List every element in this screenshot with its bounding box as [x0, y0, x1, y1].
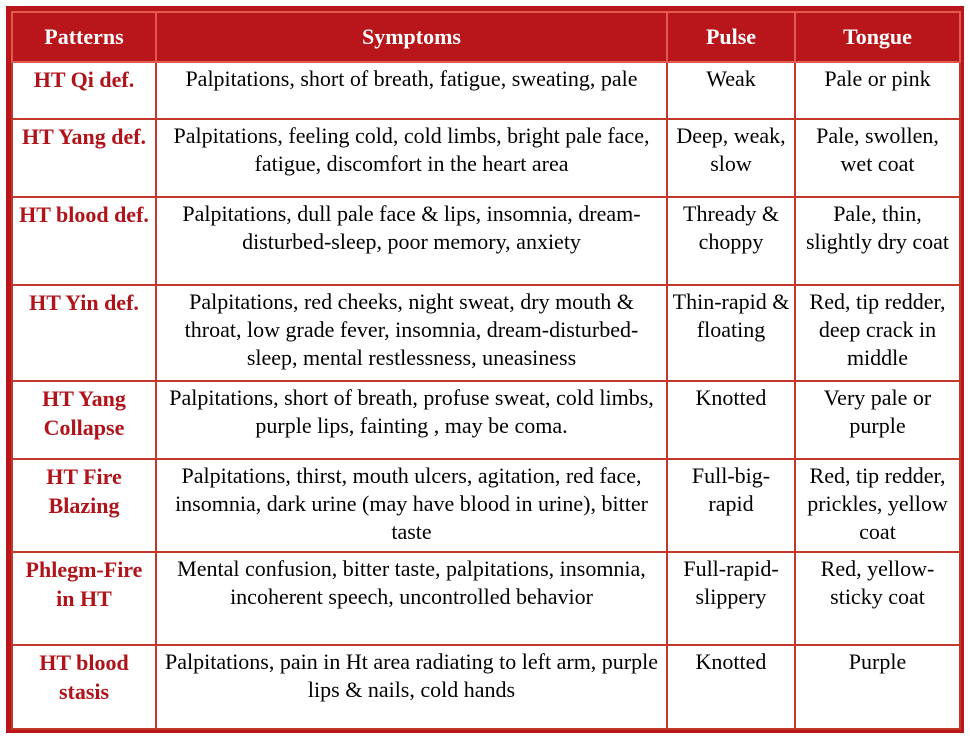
symptoms-cell: Palpitations, red cheeks, night sweat, dry mouth & throat, low grade fever, insomnia, dream-disturbed-sleep, mental restlessness, uneasiness [156, 285, 667, 381]
pulse-cell: Full-rapid-slippery [667, 552, 795, 645]
pulse-cell: Thready & choppy [667, 197, 795, 285]
table-frame [6, 6, 964, 733]
tongue-cell: Pale, thin, slightly dry coat [795, 197, 960, 285]
header-symptoms: Symptoms [156, 12, 667, 62]
pulse-cell: Thin-rapid & floating [667, 285, 795, 381]
symptoms-cell: Palpitations, pain in Ht area radiating to left arm, purple lips & nails, cold hands [156, 645, 667, 729]
table-row [12, 62, 960, 119]
tongue-cell: Very pale or purple [795, 381, 960, 459]
table-row [12, 552, 960, 645]
symptoms-cell: Palpitations, short of breath, profuse sweat, cold limbs, purple lips, fainting , may be coma. [156, 381, 667, 459]
tongue-cell: Red, tip redder, deep crack in middle [795, 285, 960, 381]
symptoms-cell: Palpitations, short of breath, fatigue, sweating, pale [156, 62, 667, 119]
header-patterns: Patterns [12, 12, 156, 62]
table-row [12, 197, 960, 285]
header-pulse: Pulse [667, 12, 795, 62]
tongue-cell: Purple [795, 645, 960, 729]
pulse-cell: Full-big-rapid [667, 459, 795, 552]
header-tongue: Tongue [795, 12, 960, 62]
symptoms-cell: Palpitations, feeling cold, cold limbs, bright pale face, fatigue, discomfort in the heart area [156, 119, 667, 197]
pulse-cell: Knotted [667, 381, 795, 459]
table-row [12, 119, 960, 197]
heart-patterns-table [11, 11, 961, 730]
pattern-cell: HT blood stasis [12, 645, 156, 729]
pulse-cell: Weak [667, 62, 795, 119]
table-row [12, 285, 960, 381]
header-row [12, 12, 960, 62]
symptoms-cell: Palpitations, dull pale face & lips, insomnia, dream-disturbed-sleep, poor memory, anxiety [156, 197, 667, 285]
symptoms-cell: Mental confusion, bitter taste, palpitations, insomnia, incoherent speech, uncontrolled behavior [156, 552, 667, 645]
pattern-cell: HT Yang def. [12, 119, 156, 197]
pattern-cell: Phlegm-Fire in HT [12, 552, 156, 645]
symptoms-cell: Palpitations, thirst, mouth ulcers, agitation, red face, insomnia, dark urine (may have blood in urine), bitter taste [156, 459, 667, 552]
pattern-cell: HT Yin def. [12, 285, 156, 381]
tongue-cell: Pale or pink [795, 62, 960, 119]
pattern-cell: HT Yang Collapse [12, 381, 156, 459]
pulse-cell: Deep, weak, slow [667, 119, 795, 197]
pattern-cell: HT Qi def. [12, 62, 156, 119]
pattern-cell: HT blood def. [12, 197, 156, 285]
tongue-cell: Red, tip redder, prickles, yellow coat [795, 459, 960, 552]
pulse-cell: Knotted [667, 645, 795, 729]
table-row [12, 645, 960, 729]
table-row [12, 381, 960, 459]
tongue-cell: Pale, swollen, wet coat [795, 119, 960, 197]
table-row [12, 459, 960, 552]
tongue-cell: Red, yellow-sticky coat [795, 552, 960, 645]
pattern-cell: HT Fire Blazing [12, 459, 156, 552]
